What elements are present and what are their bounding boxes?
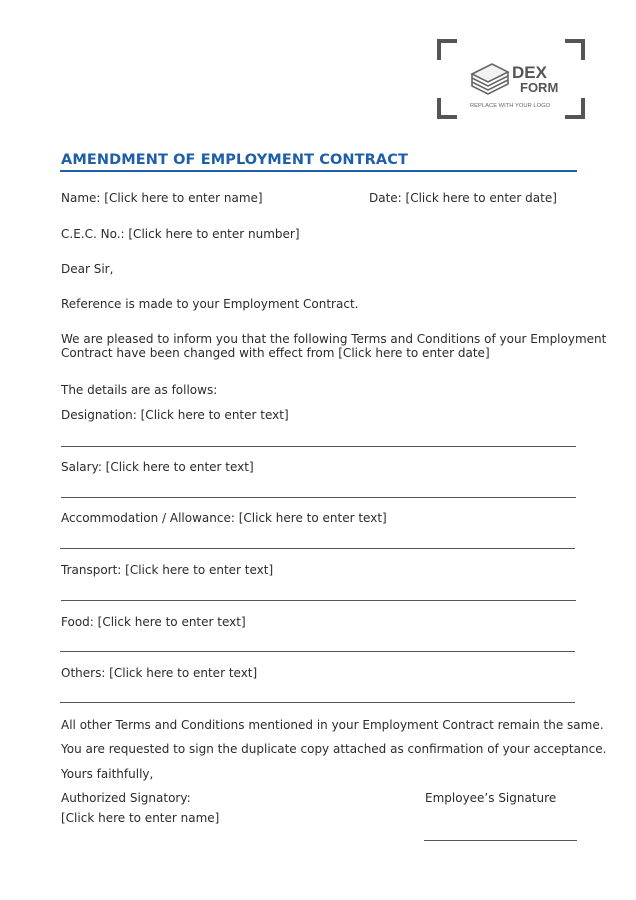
transport-divider [61, 600, 576, 601]
others-field[interactable]: Others: [Click here to enter text] [61, 666, 258, 680]
document-title: AMENDMENT OF EMPLOYMENT CONTRACT [61, 152, 408, 168]
authorized-signatory-label: Authorized Signatory: [61, 791, 191, 805]
accommodation-divider [60, 548, 575, 549]
svg-text:DEX: DEX [512, 63, 547, 82]
svg-text:REPLACE WITH YOUR LOGO: REPLACE WITH YOUR LOGO [470, 103, 551, 109]
paper-stack-icon [472, 64, 508, 94]
accommodation-field[interactable]: Accommodation / Allowance: [Click here to enter text] [61, 511, 387, 525]
salary-field[interactable]: Salary: [Click here to enter text] [61, 460, 254, 474]
employee-signature-line[interactable] [424, 840, 577, 841]
sign-request-text: You are requested to sign the duplicate copy attached as confirmation of your acceptance. [61, 742, 607, 756]
inform-text-line-1: We are pleased to inform you that the following Terms and Conditions of your Employment [61, 332, 607, 346]
remain-same-text: All other Terms and Conditions mentioned in your Employment Contract remain the same. [61, 718, 604, 732]
salutation: Dear Sir, [61, 262, 114, 276]
salary-divider [61, 497, 576, 498]
title-underline [60, 170, 577, 172]
date-field[interactable]: Date: [Click here to enter date] [369, 191, 557, 205]
details-intro: The details are as follows: [61, 383, 218, 397]
svg-text:FORM: FORM [520, 80, 559, 95]
inform-text-line-2: Contract have been changed with effect from [Click here to enter date] [61, 346, 490, 360]
signatory-name-field[interactable]: [Click here to enter name] [61, 811, 220, 825]
transport-field[interactable]: Transport: [Click here to enter text] [61, 563, 274, 577]
employee-signature-label: Employee’s Signature [425, 791, 557, 805]
logo-frame-icon [436, 38, 586, 120]
designation-field[interactable]: Designation: [Click here to enter text] [61, 408, 289, 422]
food-field[interactable]: Food: [Click here to enter text] [61, 615, 246, 629]
closing-text: Yours faithfully, [61, 767, 154, 781]
food-divider [60, 651, 575, 652]
reference-text: Reference is made to your Employment Contract. [61, 297, 359, 311]
cec-number-field[interactable]: C.E.C. No.: [Click here to enter number] [61, 227, 300, 241]
designation-divider [61, 446, 576, 447]
name-field[interactable]: Name: [Click here to enter name] [61, 191, 263, 205]
others-divider [60, 702, 575, 703]
company-logo [436, 38, 586, 120]
